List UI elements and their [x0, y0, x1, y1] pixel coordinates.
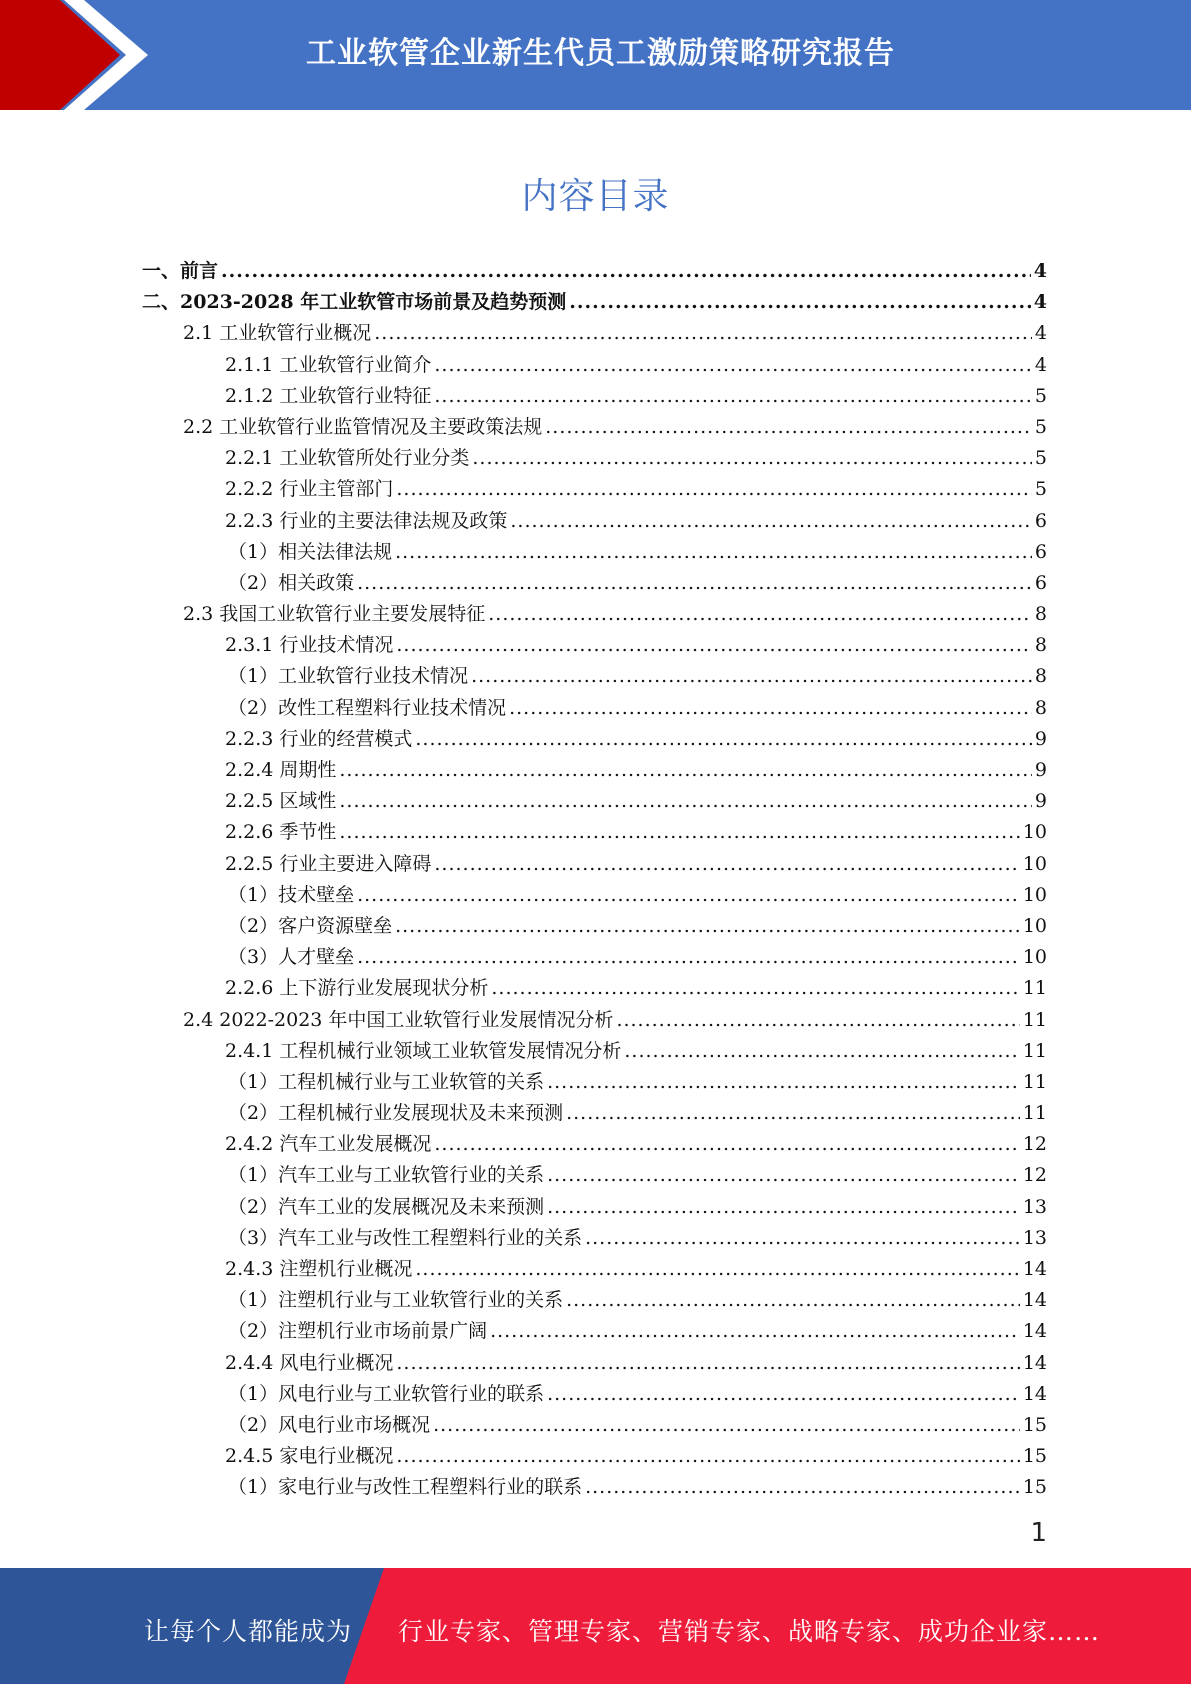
toc-dot-leader [491, 973, 1019, 1004]
toc-entry-label: 2.2.6 季节性 [225, 821, 337, 844]
toc-entry-label: （1）工业软管行业技术情况 [228, 665, 469, 688]
toc-entry[interactable] [0, 817, 1191, 848]
toc-title: 内容目录 [521, 176, 670, 217]
toc-entry-label: 2.2.1 工业软管所处行业分类 [225, 447, 470, 470]
toc-entry-label: 2.4.2 汽车工业发展概况 [225, 1133, 432, 1156]
toc-entry[interactable] [0, 443, 1191, 474]
toc-entry-page: 4 [1034, 322, 1047, 345]
toc-entry-page: 14 [1022, 1351, 1047, 1374]
toc-entry[interactable] [0, 661, 1191, 692]
toc-entry[interactable] [0, 1441, 1191, 1472]
toc-entry-label: 2.2.5 区域性 [225, 790, 337, 813]
toc-dot-leader [566, 1098, 1020, 1129]
toc-dot-leader [434, 1129, 1019, 1160]
toc-entry[interactable] [0, 1098, 1191, 1129]
toc-dot-leader [433, 1410, 1020, 1441]
toc-dot-leader [395, 537, 1032, 568]
toc-entry-page: 15 [1022, 1445, 1047, 1468]
toc-entry-page: 8 [1034, 696, 1047, 719]
footer-slogan-left: 让每个人都能成为 [144, 1617, 353, 1646]
toc-entry-page: 15 [1022, 1413, 1047, 1436]
toc-entry[interactable] [0, 1005, 1191, 1036]
toc-entry-page: 10 [1022, 821, 1047, 844]
toc-entry[interactable] [0, 1254, 1191, 1285]
toc-entry-page: 10 [1022, 946, 1047, 969]
toc-dot-leader [569, 287, 1031, 318]
toc-entry-page: 8 [1034, 665, 1047, 688]
toc-entry-label: （1）工程机械行业与工业软管的关系 [228, 1070, 545, 1093]
toc-entry-label: 2.4 2022-2023 年中国工业软管行业发展情况分析 [183, 1008, 614, 1031]
toc-entry-label: 二、2023-2028 年工业软管市场前景及趋势预测 [142, 291, 567, 314]
toc-entry-label: 2.4.1 工程机械行业领域工业软管发展情况分析 [225, 1039, 622, 1062]
toc-entry-label: 2.2.5 行业主要进入障碍 [225, 852, 432, 875]
toc-dot-leader [547, 1379, 1020, 1410]
toc-entry[interactable] [0, 1223, 1191, 1254]
toc-entry[interactable] [0, 755, 1191, 786]
toc-entry-page: 14 [1022, 1258, 1047, 1280]
toc-dot-leader [374, 318, 1032, 349]
toc-dot-leader [357, 942, 1020, 973]
toc-entry-page: 15 [1022, 1476, 1047, 1499]
toc-entry[interactable] [0, 973, 1191, 1004]
toc-entry[interactable] [0, 1316, 1191, 1347]
toc-dot-leader [434, 849, 1019, 880]
toc-dot-leader [509, 693, 1032, 724]
toc-entry-label: 2.1 工业软管行业概况 [183, 322, 372, 345]
toc-dot-leader [471, 661, 1032, 692]
toc-entry-page: 9 [1034, 727, 1047, 750]
toc-entry-page: 11 [1022, 1070, 1047, 1093]
toc-entry[interactable] [0, 693, 1191, 724]
toc-entry[interactable] [0, 350, 1191, 381]
toc-entry-label: （1）注塑机行业与工业软管行业的关系 [228, 1289, 564, 1312]
toc-dot-leader [396, 1441, 1019, 1472]
toc-entry-page: 6 [1034, 509, 1047, 532]
toc-entry-label: 2.2.3 行业的经营模式 [225, 727, 413, 750]
toc-entry-page: 14 [1022, 1289, 1047, 1312]
toc-entry[interactable] [0, 256, 1191, 287]
footer-slogan-right: 行业专家、管理专家、营销专家、战略专家、成功企业家…… [398, 1617, 1101, 1646]
toc-entry[interactable] [0, 942, 1191, 973]
toc-entry-page: 10 [1022, 883, 1047, 906]
toc-dot-leader [339, 755, 1032, 786]
toc-dot-leader [434, 350, 1032, 381]
toc-entry-page: 5 [1034, 478, 1047, 501]
toc-entry-label: （2）风电行业市场概况 [228, 1413, 431, 1436]
toc-entry-label: 一、前言 [142, 260, 219, 282]
toc-entry-label: 2.2.4 周期性 [225, 759, 337, 781]
toc-entry[interactable] [0, 849, 1191, 880]
report-title: 工业软管企业新生代员工激励策略研究报告 [306, 36, 895, 71]
toc-dot-leader [395, 911, 1020, 942]
toc-entry-page: 10 [1022, 852, 1047, 875]
toc-dot-leader [547, 1067, 1020, 1098]
toc-entry[interactable] [0, 630, 1191, 661]
toc-dot-leader [357, 568, 1032, 599]
toc-entry[interactable] [0, 318, 1191, 349]
toc-entry-page: 14 [1022, 1320, 1047, 1343]
toc-entry-label: （1）相关法律法规 [228, 540, 393, 563]
toc-entry[interactable] [0, 1285, 1191, 1316]
toc-dot-leader [624, 1036, 1019, 1067]
toc-dot-leader [396, 1348, 1019, 1379]
toc-entry[interactable] [0, 1348, 1191, 1379]
toc-dot-leader [339, 817, 1019, 848]
toc-entry-label: （2）注塑机行业市场前景广阔 [228, 1320, 488, 1343]
toc-entry-page: 6 [1034, 540, 1047, 563]
toc-dot-leader [357, 880, 1020, 911]
toc-entry-page: 11 [1022, 977, 1047, 1000]
toc-entry-label: （2）工程机械行业发展现状及未来预测 [228, 1102, 564, 1125]
toc-dot-leader [585, 1223, 1020, 1254]
toc-entry-label: 2.4.5 家电行业概况 [225, 1445, 394, 1468]
toc-dot-leader [547, 1160, 1020, 1191]
toc-entry[interactable] [0, 412, 1191, 443]
toc-dot-leader [547, 1192, 1020, 1223]
toc-dot-leader [396, 474, 1032, 505]
toc-entry-label: 2.2.3 行业的主要法律法规及政策 [225, 509, 508, 532]
toc-entry-label: 2.4.3 注塑机行业概况 [225, 1258, 413, 1280]
toc-entry-page: 11 [1022, 1008, 1047, 1031]
toc-entry-label: （1）技术壁垒 [228, 883, 355, 906]
toc-dot-leader [510, 506, 1032, 537]
toc-entry-page: 11 [1022, 1039, 1047, 1062]
toc-entry-page: 6 [1034, 571, 1047, 594]
toc-entry-label: 2.3 我国工业软管行业主要发展特征 [183, 603, 486, 626]
table-of-contents [0, 256, 1191, 1504]
toc-entry-page: 4 [1033, 260, 1047, 282]
toc-entry-label: （1）家电行业与改性工程塑料行业的联系 [228, 1476, 583, 1499]
toc-entry-page: 13 [1022, 1226, 1047, 1249]
toc-entry-page: 11 [1022, 1102, 1047, 1125]
toc-entry-label: （2）相关政策 [228, 571, 355, 594]
toc-entry[interactable] [0, 1067, 1191, 1098]
toc-entry[interactable] [0, 474, 1191, 505]
toc-dot-leader [221, 256, 1031, 287]
toc-entry-label: （1）风电行业与工业软管行业的联系 [228, 1382, 545, 1405]
toc-entry-page: 4 [1033, 291, 1047, 314]
toc-entry-page: 4 [1034, 353, 1047, 376]
toc-entry[interactable] [0, 1410, 1191, 1441]
toc-dot-leader [472, 443, 1032, 474]
toc-entry-page: 8 [1034, 634, 1047, 657]
footer-banner [0, 1568, 1191, 1684]
toc-entry-label: （3）人才壁垒 [228, 946, 355, 969]
toc-entry[interactable] [0, 287, 1191, 318]
toc-dot-leader [434, 381, 1032, 412]
toc-entry[interactable] [0, 880, 1191, 911]
toc-entry-label: （2）改性工程塑料行业技术情况 [228, 696, 507, 719]
toc-dot-leader [616, 1005, 1019, 1036]
toc-entry-page: 8 [1034, 603, 1047, 626]
toc-entry-label: 2.2.6 上下游行业发展现状分析 [225, 977, 489, 1000]
toc-dot-leader [339, 786, 1032, 817]
toc-entry[interactable] [0, 786, 1191, 817]
toc-entry-label: 2.2 工业软管行业监管情况及主要政策法规 [183, 415, 543, 438]
toc-entry-label: 2.3.1 行业技术情况 [225, 634, 394, 657]
toc-dot-leader [585, 1472, 1020, 1503]
toc-entry[interactable] [0, 599, 1191, 630]
toc-entry-label: （2）汽车工业的发展概况及未来预测 [228, 1195, 545, 1218]
toc-entry-page: 5 [1034, 447, 1047, 470]
toc-entry[interactable] [0, 1160, 1191, 1191]
toc-entry[interactable] [0, 1472, 1191, 1503]
header-banner [0, 0, 1191, 110]
toc-entry[interactable] [0, 537, 1191, 568]
toc-dot-leader [415, 1254, 1019, 1285]
toc-dot-leader [396, 630, 1032, 661]
toc-entry-label: （1）汽车工业与工业软管行业的关系 [228, 1164, 545, 1187]
toc-entry-label: （3）汽车工业与改性工程塑料行业的关系 [228, 1226, 583, 1249]
toc-entry-page: 13 [1022, 1195, 1047, 1218]
toc-entry-page: 12 [1022, 1164, 1047, 1187]
toc-entry-page: 10 [1022, 914, 1047, 937]
toc-entry[interactable] [0, 1192, 1191, 1223]
toc-entry[interactable] [0, 1379, 1191, 1410]
page-number: 1 [1030, 1518, 1047, 1548]
toc-entry-page: 9 [1034, 790, 1047, 813]
toc-dot-leader [545, 412, 1032, 443]
toc-entry[interactable] [0, 568, 1191, 599]
toc-entry[interactable] [0, 506, 1191, 537]
toc-entry-label: 2.1.1 工业软管行业简介 [225, 353, 432, 376]
toc-entry-label: 2.2.2 行业主管部门 [225, 478, 394, 501]
toc-entry-page: 12 [1022, 1133, 1047, 1156]
toc-entry-page: 14 [1022, 1382, 1047, 1405]
toc-entry-label: （2）客户资源壁垒 [228, 914, 393, 937]
toc-entry[interactable] [0, 381, 1191, 412]
toc-entry-page: 5 [1034, 415, 1047, 438]
toc-entry[interactable] [0, 911, 1191, 942]
toc-dot-leader [415, 724, 1032, 755]
toc-entry-label: 2.4.4 风电行业概况 [225, 1351, 394, 1374]
toc-entry[interactable] [0, 724, 1191, 755]
toc-entry[interactable] [0, 1036, 1191, 1067]
toc-entry-page: 5 [1034, 384, 1047, 407]
toc-entry-label: 2.1.2 工业软管行业特征 [225, 384, 432, 407]
toc-entry[interactable] [0, 1129, 1191, 1160]
toc-dot-leader [488, 599, 1032, 630]
toc-entry-page: 9 [1034, 759, 1047, 781]
toc-dot-leader [566, 1285, 1020, 1316]
toc-dot-leader [490, 1316, 1020, 1347]
